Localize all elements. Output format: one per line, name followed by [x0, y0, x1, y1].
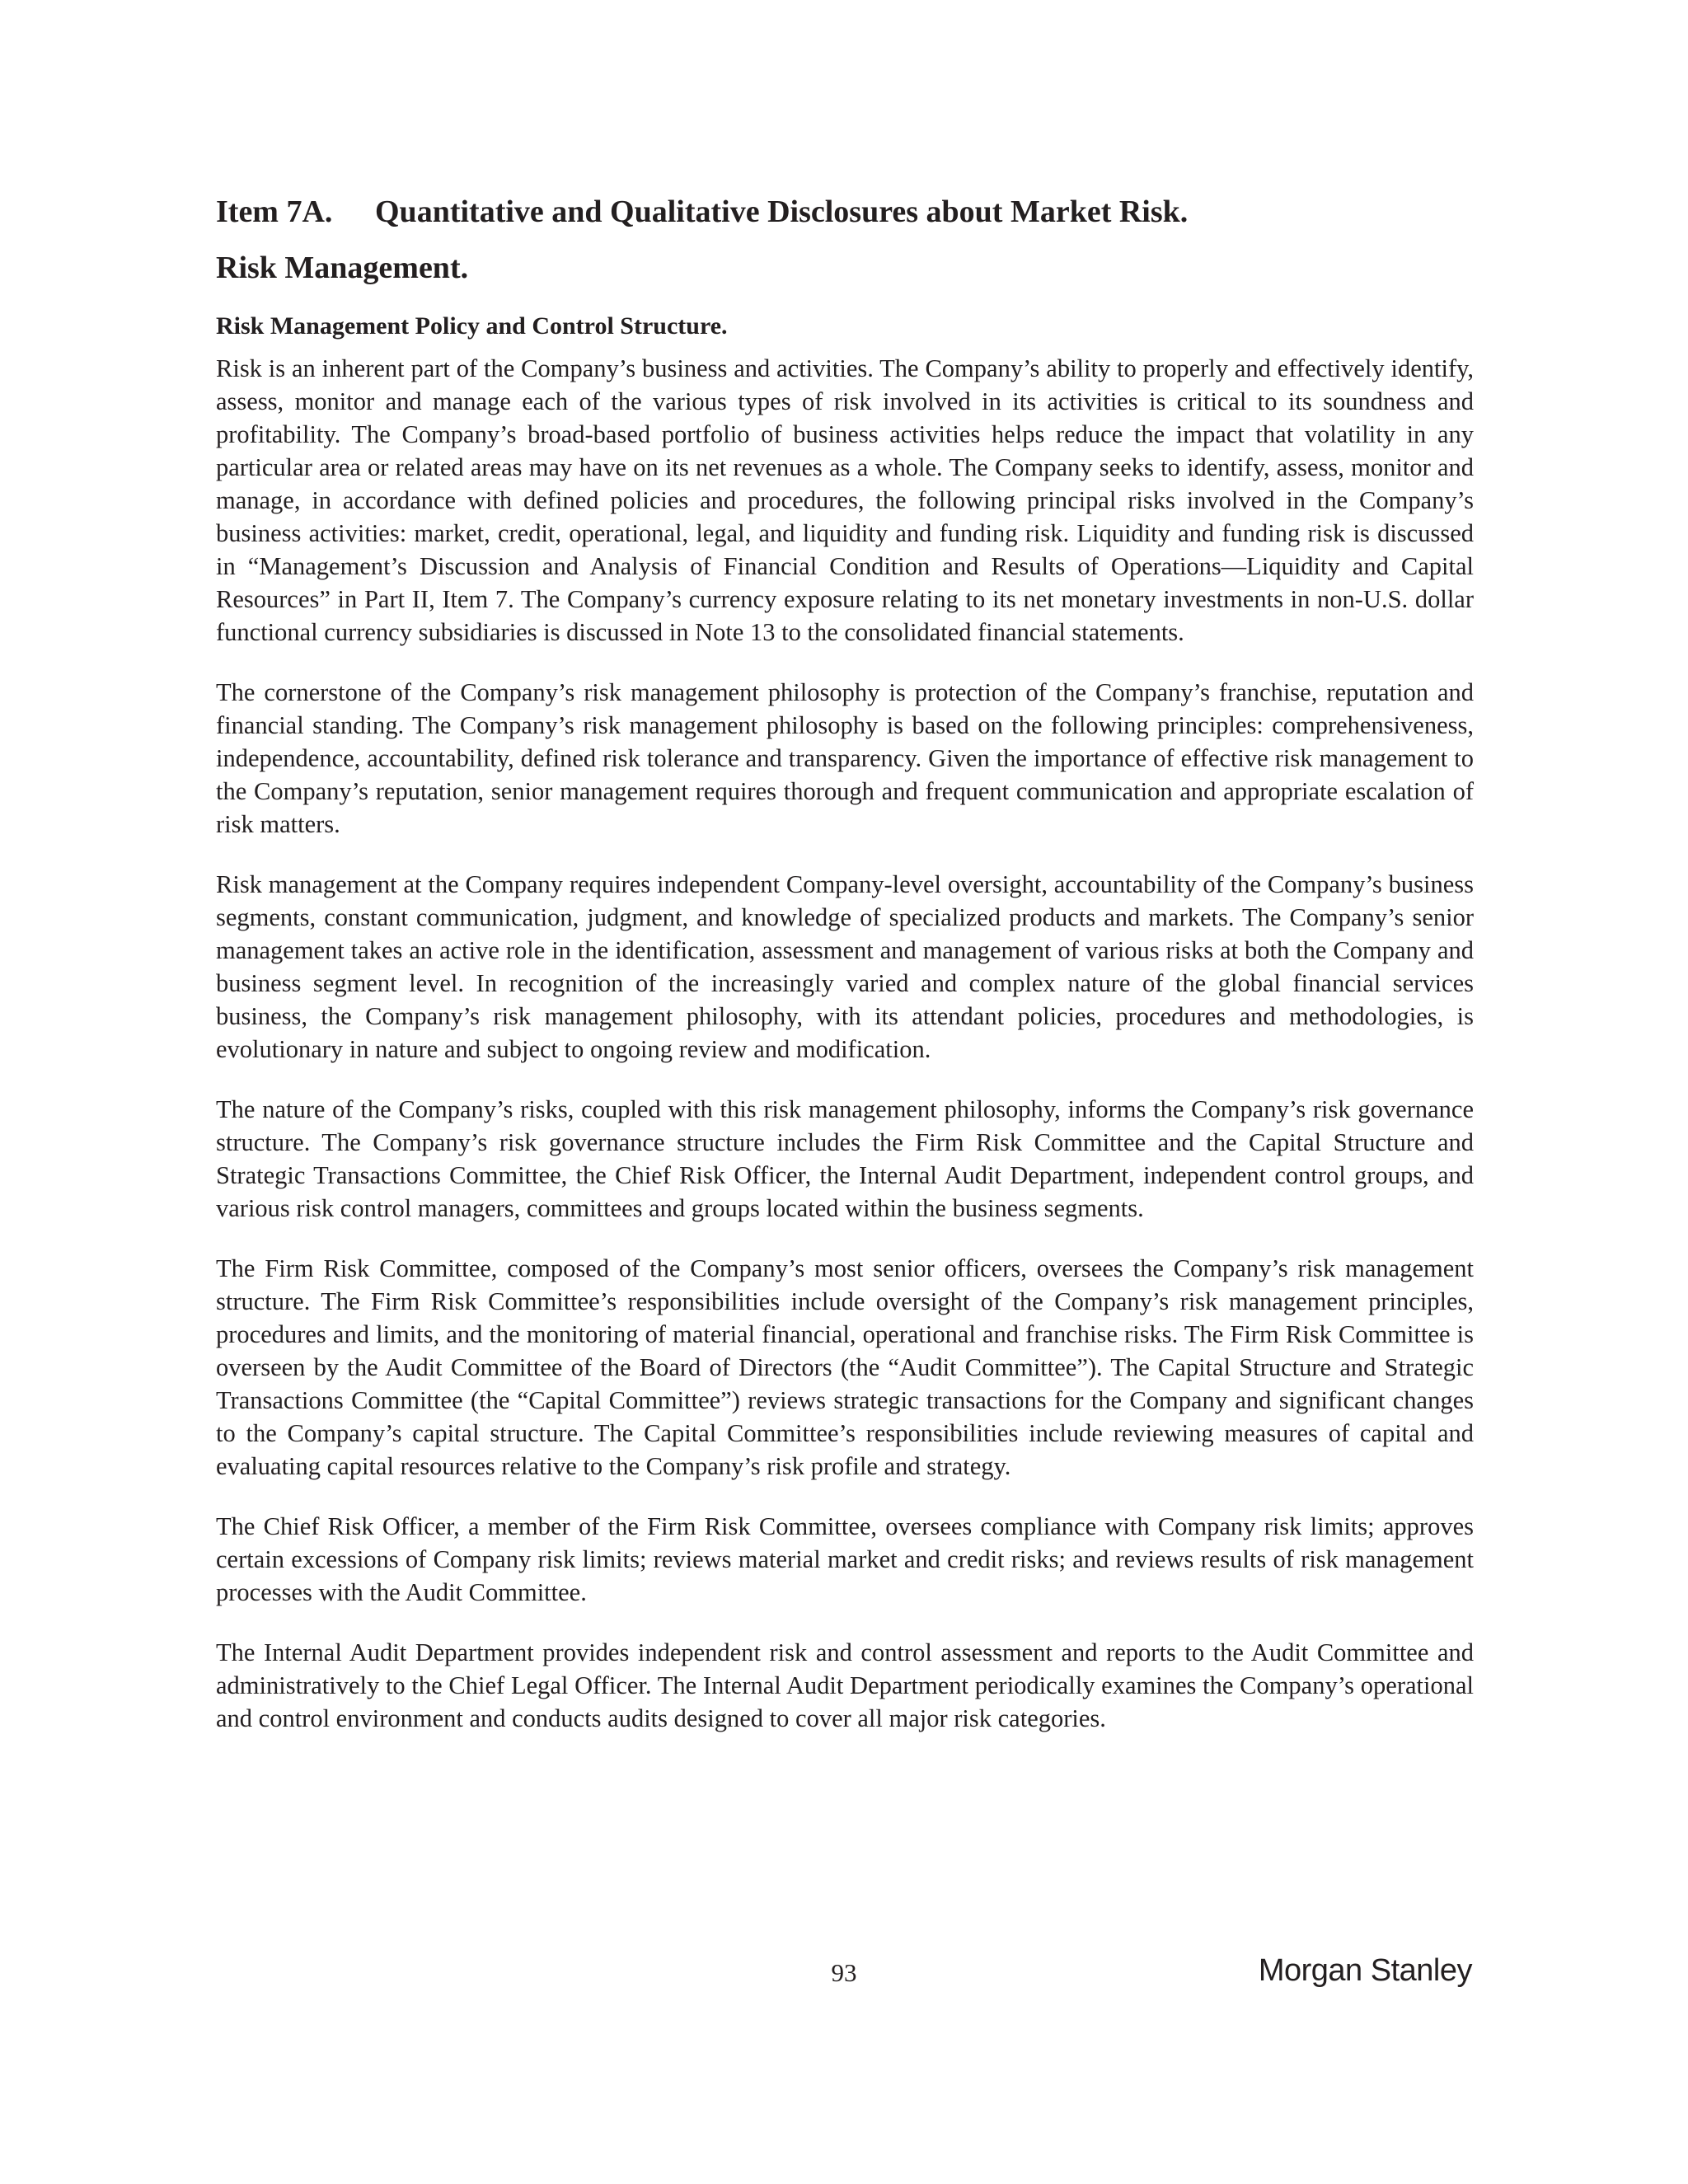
item-title: Quantitative and Qualitative Disclosures about Market Risk. — [375, 194, 1189, 229]
paragraph-risk-philosophy: The cornerstone of the Company’s risk management philosophy is protection of the Company’s franchise, reputation and financial standing. The Company’s risk management philosophy is based on the following principles: comprehensiveness, independence, accountability, defined risk tolerance and transparency. Given the importance of effective risk management to the Company’s reputation, senior management requires thorough and frequent communication and appropriate escalation of risk matters. — [216, 678, 1474, 839]
item-number: Item 7A. — [216, 194, 333, 229]
paragraph-internal-audit: The Internal Audit Department provides independent risk and control assessment and reports to the Audit Committee and administratively to the Chief Legal Officer. The Internal Audit Department periodically examines the Company’s operational and control environment and conducts audits designed to cover all major risk categories. — [216, 1638, 1474, 1733]
morgan-stanley-logo: Morgan Stanley — [1258, 1953, 1472, 1988]
subsection-heading: Risk Management Policy and Control Structure. — [216, 312, 728, 340]
item-heading — [216, 194, 1474, 232]
paragraph-governance-structure: The nature of the Company’s risks, coupled with this risk management philosophy, informs the Company’s risk governance structure. The Company’s risk governance structure includes the Firm Risk Committee and the Capital Structure and Strategic Transactions Committee, the Chief Risk Officer, the Internal Audit Department, independent control groups, and various risk control managers, committees and groups located within the business segments. — [216, 1095, 1474, 1223]
paragraph-firm-risk-committee: The Firm Risk Committee, composed of the Company’s most senior officers, oversees the Company’s risk management structure. The Firm Risk Committee’s responsibilities include oversight of the Company’s risk management principles, procedures and limits, and the monitoring of material financial, operational and franchise risks. The Firm Risk Committee is overseen by the Audit Committee of the Board of Directors (the “Audit Committee”). The Capital Structure and Strategic Transactions Committee (the “Capital Committee”) reviews strategic transactions for the Company and significant changes to the Company’s capital structure. The Capital Committee’s responsibilities include reviewing measures of capital and evaluating capital resources relative to the Company’s risk profile and strategy. — [216, 1254, 1474, 1481]
paragraph-company-oversight: Risk management at the Company requires independent Company-level oversight, accountability of the Company’s business segments, constant communication, judgment, and knowledge of specialized products and markets. The Company’s senior management takes an active role in the identification, assessment and management of various risks at both the Company and business segment level. In recognition of the increasingly varied and complex nature of the global financial services business, the Company’s risk management philosophy, with its attendant policies, procedures and methodologies, is evolutionary in nature and subject to ongoing review and modification. — [216, 870, 1474, 1064]
document-page — [216, 194, 1474, 1735]
page-number: 93 — [831, 1958, 857, 1987]
page-footer — [0, 1953, 1688, 2003]
section-heading: Risk Management. — [216, 250, 469, 285]
paragraph-chief-risk-officer: The Chief Risk Officer, a member of the Firm Risk Committee, oversees compliance with Company risk limits; approves certain excessions of Company risk limits; reviews material market and credit risks; and reviews results of risk management processes with the Audit Committee. — [216, 1512, 1474, 1607]
paragraph-risk-overview: Risk is an inherent part of the Company’s business and activities. The Company’s ability to properly and effectively identify, assess, monitor and manage each of the various types of risk involved in its activities is critical to its soundness and profitability. The Company’s broad-based portfolio of business activities helps reduce the impact that volatility in any particular area or related areas may have on its net revenues as a whole. The Company seeks to identify, assess, monitor and manage, in accordance with defined policies and procedures, the following principal risks involved in the Company’s business activities: market, credit, operational, legal, and liquidity and funding risk. Liquidity and funding risk is discussed in “Management’s Discussion and Analysis of Financial Condition and Results of Operations—Liquidity and Capital Resources” in Part II, Item 7. The Company’s currency exposure relating to its net monetary investments in non-U.S. dollar functional currency subsidiaries is discussed in Note 13 to the consolidated financial statements. — [216, 354, 1474, 647]
